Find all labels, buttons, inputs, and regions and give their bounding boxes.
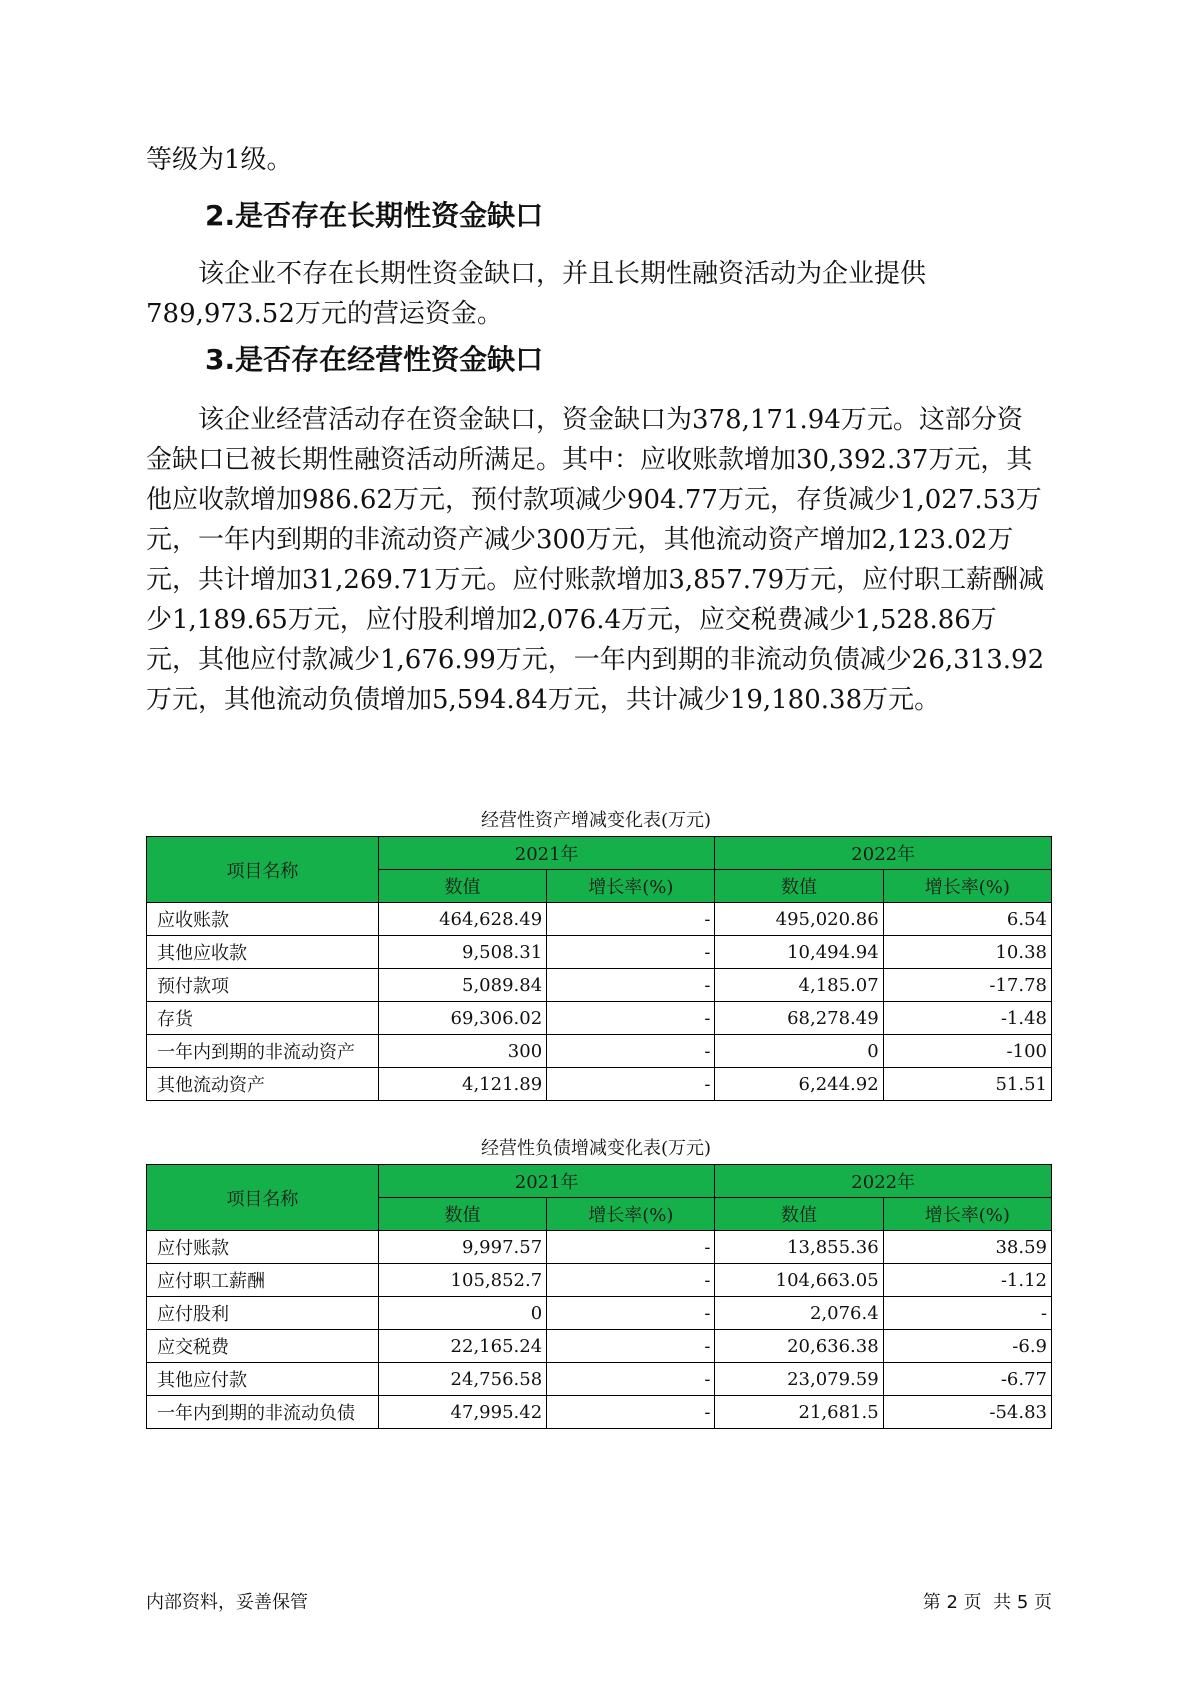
header-value-2021: 数值	[378, 870, 546, 903]
table-row	[147, 1330, 1052, 1363]
value-2021-cell: 5,089.84	[378, 969, 546, 1002]
liabilities-table-caption: 经营性负债增减变化表(万元)	[480, 1138, 712, 1159]
item-name-cell: 预付款项	[147, 969, 379, 1002]
value-2022-cell: 21,681.5	[715, 1396, 883, 1429]
value-2022-cell: 10,494.94	[715, 936, 883, 969]
rate-2021-cell: -	[547, 969, 715, 1002]
value-2022-cell: 23,079.59	[715, 1363, 883, 1396]
table-row	[147, 1002, 1052, 1035]
rate-2021-cell: -	[547, 1396, 715, 1429]
item-name-cell: 一年内到期的非流动资产	[147, 1035, 379, 1068]
header-item-name: 项目名称	[147, 1165, 379, 1231]
item-name-cell: 其他流动资产	[147, 1068, 379, 1101]
assets-change-table	[146, 836, 1052, 1101]
paragraph-operating-gap: 该企业经营活动存在资金缺口，资金缺口为378,171.94万元。这部分资金缺口已被长期性融资活动所满足。其中：应收账款增加30,392.37万元，其他应收款增加986.62万元，预付款项减少904.77万元，存货减少1,027.53万元，一年内到期的非流动资产减少300万元，其他流动资产增加2,123.02万元，共计增加31,269.71万元。应付账款增加3,857.79万元，应付职工薪酬减少1,189.65万元，应付股利增加2,076.4万元，应交税费减少1,528.86万元，其他应付款减少1,676.99万元，一年内到期的非流动负债减少26,313.92万元，其他流动负债增加5,594.84万元，共计减少19,180.38万元。	[146, 405, 1045, 715]
paragraph-long-term-gap: 该企业不存在长期性资金缺口，并且长期性融资活动为企业提供789,973.52万元的营运资金。	[146, 259, 927, 329]
table-header-row	[147, 1165, 1052, 1198]
item-name-cell: 存货	[147, 1002, 379, 1035]
footer-confidential-note: 内部资料，妥善保管	[146, 1592, 308, 1613]
rate-2022-cell: 51.51	[883, 1068, 1051, 1101]
liabilities-change-table	[146, 1164, 1052, 1429]
item-name-cell: 其他应付款	[147, 1363, 379, 1396]
header-year-2022: 2022年	[715, 1165, 1052, 1198]
table-row	[147, 1297, 1052, 1330]
value-2022-cell: 495,020.86	[715, 903, 883, 936]
rate-2021-cell: -	[547, 1264, 715, 1297]
table-row	[147, 1363, 1052, 1396]
table-row	[147, 1231, 1052, 1264]
item-name-cell: 应收账款	[147, 903, 379, 936]
table-row	[147, 903, 1052, 936]
rate-2021-cell: -	[547, 1231, 715, 1264]
rate-2021-cell: -	[547, 1330, 715, 1363]
rate-2022-cell: 10.38	[883, 936, 1051, 969]
value-2021-cell: 300	[378, 1035, 546, 1068]
value-2021-cell: 24,756.58	[378, 1363, 546, 1396]
value-2021-cell: 0	[378, 1297, 546, 1330]
table-header-row	[147, 837, 1052, 870]
header-rate-2021: 增长率(%)	[547, 870, 715, 903]
header-rate-2021: 增长率(%)	[547, 1198, 715, 1231]
header-rate-2022: 增长率(%)	[883, 870, 1051, 903]
item-name-cell: 应付职工薪酬	[147, 1264, 379, 1297]
value-2022-cell: 20,636.38	[715, 1330, 883, 1363]
assets-table-caption: 经营性资产增减变化表(万元)	[480, 810, 712, 831]
rate-2022-cell: -	[883, 1297, 1051, 1330]
rate-2022-cell: -6.9	[883, 1330, 1051, 1363]
rate-2021-cell: -	[547, 903, 715, 936]
rate-2021-cell: -	[547, 1363, 715, 1396]
rate-2021-cell: -	[547, 936, 715, 969]
item-name-cell: 应付账款	[147, 1231, 379, 1264]
rate-2022-cell: 38.59	[883, 1231, 1051, 1264]
footer-page-number: 第 2 页 共 5 页	[922, 1592, 1052, 1613]
value-2022-cell: 13,855.36	[715, 1231, 883, 1264]
value-2021-cell: 69,306.02	[378, 1002, 546, 1035]
header-year-2022: 2022年	[715, 837, 1052, 870]
table-row	[147, 1264, 1052, 1297]
rate-2021-cell: -	[547, 1068, 715, 1101]
value-2021-cell: 4,121.89	[378, 1068, 546, 1101]
header-value-2021: 数值	[378, 1198, 546, 1231]
section-heading-2: 2.是否存在长期性资金缺口	[205, 199, 544, 232]
value-2021-cell: 9,997.57	[378, 1231, 546, 1264]
section-heading-3: 3.是否存在经营性资金缺口	[205, 343, 544, 376]
rate-2022-cell: -17.78	[883, 969, 1051, 1002]
value-2022-cell: 68,278.49	[715, 1002, 883, 1035]
table-row	[147, 936, 1052, 969]
value-2022-cell: 2,076.4	[715, 1297, 883, 1330]
rate-2022-cell: -6.77	[883, 1363, 1051, 1396]
header-year-2021: 2021年	[378, 837, 715, 870]
header-rate-2022: 增长率(%)	[883, 1198, 1051, 1231]
value-2021-cell: 9,508.31	[378, 936, 546, 969]
table-row	[147, 1035, 1052, 1068]
rate-2021-cell: -	[547, 1297, 715, 1330]
header-year-2021: 2021年	[378, 1165, 715, 1198]
rate-2022-cell: -54.83	[883, 1396, 1051, 1429]
item-name-cell: 其他应收款	[147, 936, 379, 969]
value-2021-cell: 464,628.49	[378, 903, 546, 936]
header-value-2022: 数值	[715, 870, 883, 903]
header-value-2022: 数值	[715, 1198, 883, 1231]
value-2021-cell: 47,995.42	[378, 1396, 546, 1429]
value-2022-cell: 6,244.92	[715, 1068, 883, 1101]
table-row	[147, 969, 1052, 1002]
item-name-cell: 应付股利	[147, 1297, 379, 1330]
rate-2022-cell: 6.54	[883, 903, 1051, 936]
rate-2022-cell: -1.48	[883, 1002, 1051, 1035]
rate-2022-cell: -1.12	[883, 1264, 1051, 1297]
value-2021-cell: 105,852.7	[378, 1264, 546, 1297]
table-row	[147, 1068, 1052, 1101]
header-item-name: 项目名称	[147, 837, 379, 903]
table-row	[147, 1396, 1052, 1429]
value-2022-cell: 104,663.05	[715, 1264, 883, 1297]
paragraph-intro-end: 等级为1级。	[146, 145, 293, 175]
rate-2022-cell: -100	[883, 1035, 1051, 1068]
item-name-cell: 应交税费	[147, 1330, 379, 1363]
item-name-cell: 一年内到期的非流动负债	[147, 1396, 379, 1429]
rate-2021-cell: -	[547, 1002, 715, 1035]
value-2021-cell: 22,165.24	[378, 1330, 546, 1363]
value-2022-cell: 0	[715, 1035, 883, 1068]
value-2022-cell: 4,185.07	[715, 969, 883, 1002]
rate-2021-cell: -	[547, 1035, 715, 1068]
